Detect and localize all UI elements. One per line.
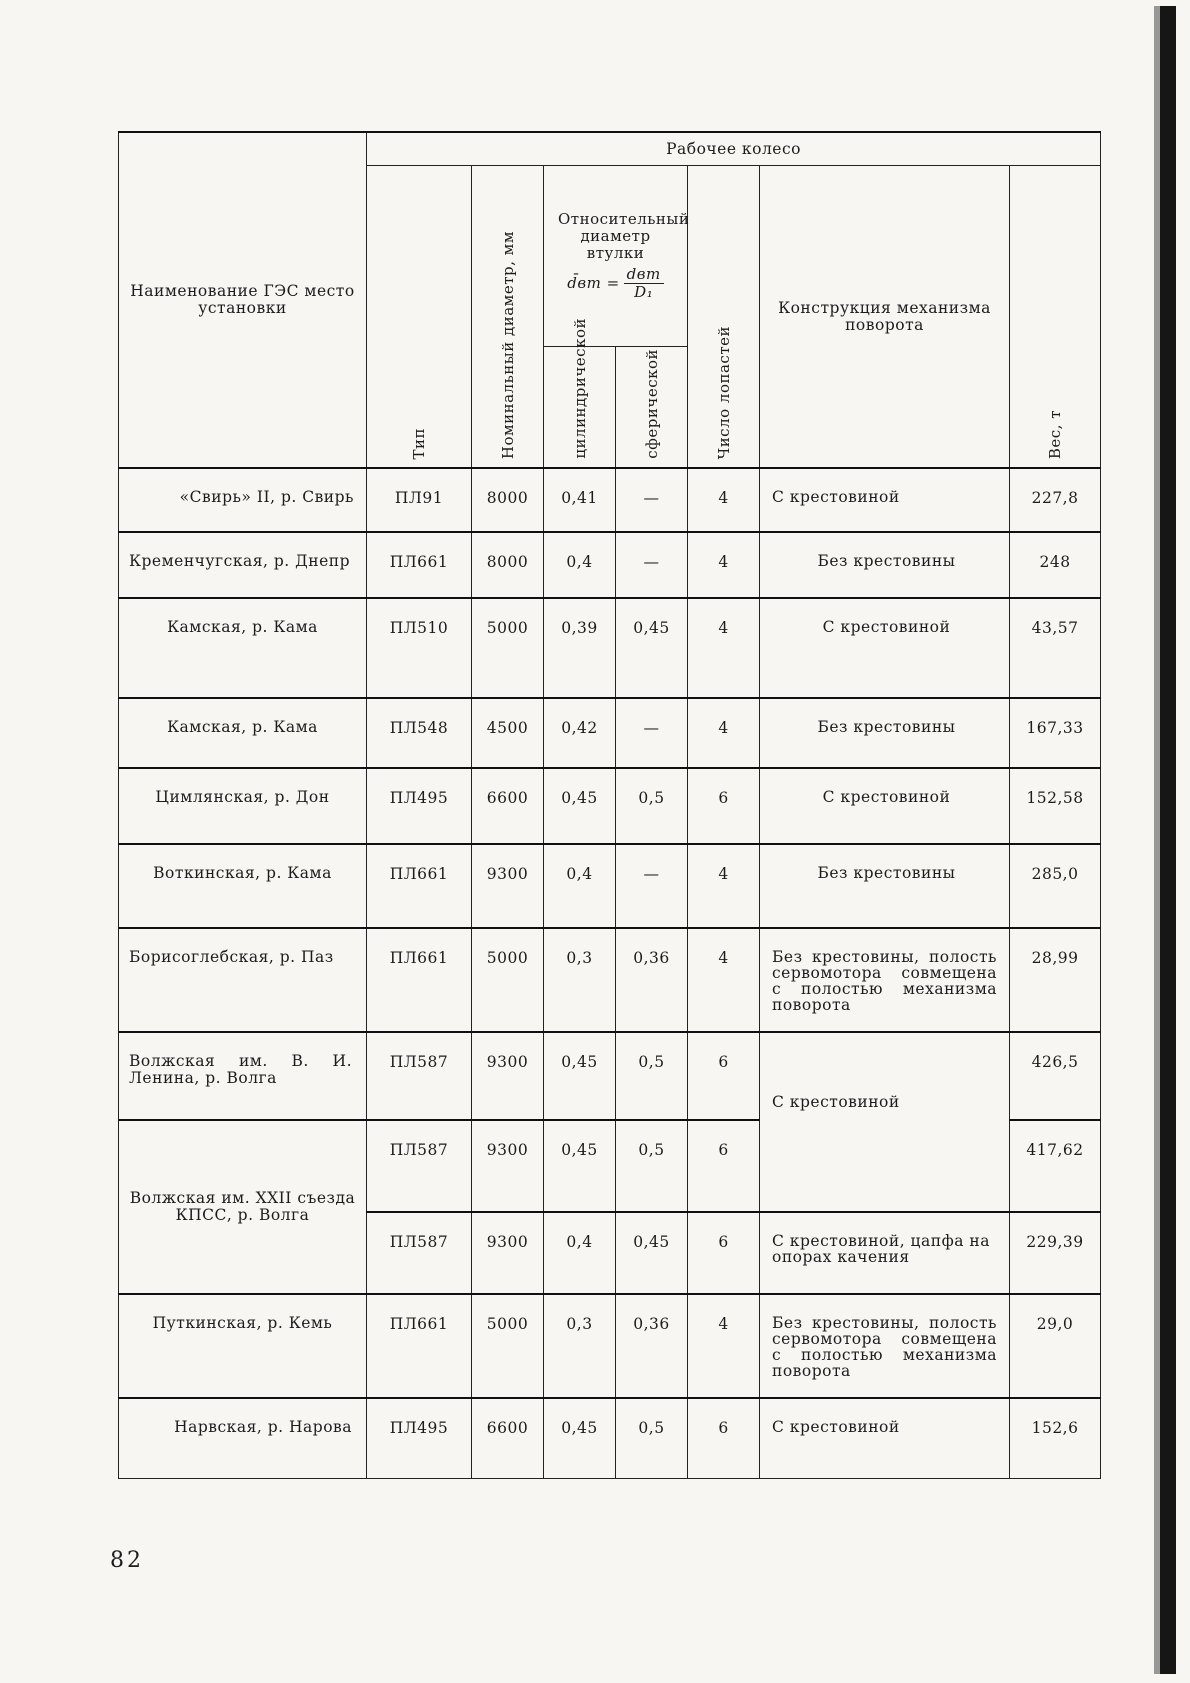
cell-diameter: 6600 <box>472 768 544 844</box>
cell-cylindrical: 0,4 <box>544 844 616 928</box>
cell-spherical: 0,36 <box>616 928 688 1032</box>
cell-weight: 417,62 <box>1010 1120 1101 1212</box>
cell-type: ПЛ495 <box>367 768 472 844</box>
cell-spherical: 0,45 <box>616 1212 688 1294</box>
cell-weight: 229,39 <box>1010 1212 1101 1294</box>
cell-diameter: 5000 <box>472 1294 544 1398</box>
cell-cylindrical: 0,45 <box>544 1398 616 1478</box>
header-blades: Число лопастей <box>688 166 760 469</box>
cell-mechanism: С крестовиной <box>760 598 1010 698</box>
cell-weight: 248 <box>1010 532 1101 598</box>
cell-mechanism: С крестовиной <box>760 1032 1010 1212</box>
cell-blades: 4 <box>688 928 760 1032</box>
header-weight: Вес, т <box>1010 166 1101 469</box>
cell-blades: 4 <box>688 1294 760 1398</box>
cell-cylindrical: 0,42 <box>544 698 616 768</box>
cell-type: ПЛ661 <box>367 844 472 928</box>
cell-type: ПЛ661 <box>367 1294 472 1398</box>
cell-spherical: 0,45 <box>616 598 688 698</box>
table-row <box>119 1032 1101 1120</box>
table-row <box>119 768 1101 844</box>
cell-diameter: 5000 <box>472 598 544 698</box>
table-row <box>119 532 1101 598</box>
cell-blades: 6 <box>688 1120 760 1212</box>
cell-mechanism: С крестовиной <box>760 768 1010 844</box>
cell-type: ПЛ587 <box>367 1212 472 1294</box>
cell-blades: 4 <box>688 698 760 768</box>
cell-cylindrical: 0,4 <box>544 532 616 598</box>
cell-type: ПЛ587 <box>367 1032 472 1120</box>
cell-cylindrical: 0,3 <box>544 928 616 1032</box>
station-name: Волжская им. XXII съезда КПСС, р. Волга <box>119 1120 367 1294</box>
cell-mechanism: Без крестовины, полость сервомотора совмещена с полостью механизма поворота <box>760 1294 1010 1398</box>
cell-mechanism: С крестовиной <box>760 1398 1010 1478</box>
table-row <box>119 844 1101 928</box>
cell-mechanism: Без крестовины, полость сервомотора совмещена с полостью механизма поворота <box>760 928 1010 1032</box>
rel-diameter-formula <box>567 266 663 301</box>
formula-fraction <box>624 266 664 301</box>
table-row <box>119 598 1101 698</box>
scan-edge-shadow <box>1160 6 1176 1674</box>
cell-spherical: — <box>616 468 688 532</box>
cell-spherical: 0,5 <box>616 768 688 844</box>
cell-mechanism: С крестовиной <box>760 468 1010 532</box>
cell-cylindrical: 0,39 <box>544 598 616 698</box>
cell-weight: 426,5 <box>1010 1032 1101 1120</box>
cell-diameter: 4500 <box>472 698 544 768</box>
table-row <box>119 1294 1101 1398</box>
header-rel-diameter <box>544 166 688 347</box>
cell-spherical: 0,5 <box>616 1398 688 1478</box>
cell-weight: 167,33 <box>1010 698 1101 768</box>
cell-type: ПЛ661 <box>367 532 472 598</box>
cell-spherical: — <box>616 844 688 928</box>
formula-num: dвт <box>624 266 664 284</box>
table-row <box>119 698 1101 768</box>
station-name: Кременчугская, р. Днепр <box>119 532 367 598</box>
cell-type: ПЛ587 <box>367 1120 472 1212</box>
header-spherical: сферической <box>616 347 688 469</box>
cell-type: ПЛ495 <box>367 1398 472 1478</box>
cell-type: ПЛ510 <box>367 598 472 698</box>
cell-mechanism: Без крестовины <box>760 698 1010 768</box>
station-name: Волжская им. В. И. Ленина, р. Волга <box>119 1032 367 1120</box>
header-station: Наименование ГЭС место установки <box>119 132 367 468</box>
cell-weight: 29,0 <box>1010 1294 1101 1398</box>
cell-mechanism: Без крестовины <box>760 532 1010 598</box>
table-row <box>119 928 1101 1032</box>
table-row <box>119 1398 1101 1478</box>
cell-cylindrical: 0,4 <box>544 1212 616 1294</box>
header-cylindrical: цилиндрической <box>544 347 616 469</box>
rel-diameter-label: Относительный диаметр втулки <box>558 210 690 262</box>
cell-weight: 152,6 <box>1010 1398 1101 1478</box>
cell-cylindrical: 0,3 <box>544 1294 616 1398</box>
cell-cylindrical: 0,45 <box>544 768 616 844</box>
turbine-table <box>118 131 1100 1479</box>
cell-diameter: 5000 <box>472 928 544 1032</box>
cell-spherical: 0,5 <box>616 1120 688 1212</box>
station-name: Цимлянская, р. Дон <box>119 768 367 844</box>
header-mechanism: Конструкция механизма поворота <box>760 166 1010 469</box>
cell-spherical: 0,5 <box>616 1032 688 1120</box>
station-name: Борисоглебская, р. Паз <box>119 928 367 1032</box>
cell-mechanism: С крестовиной, цапфа на опорах качения <box>760 1212 1010 1294</box>
cell-blades: 4 <box>688 532 760 598</box>
station-name: «Свирь» II, р. Свирь <box>119 468 367 532</box>
cell-mechanism: Без крестовины <box>760 844 1010 928</box>
station-name: Камская, р. Кама <box>119 598 367 698</box>
cell-diameter: 8000 <box>472 532 544 598</box>
station-name: Воткинская, р. Кама <box>119 844 367 928</box>
cell-type: ПЛ661 <box>367 928 472 1032</box>
formula-lhs: d̄вт = <box>567 274 620 292</box>
cell-diameter: 6600 <box>472 1398 544 1478</box>
cell-blades: 6 <box>688 768 760 844</box>
cell-spherical: — <box>616 698 688 768</box>
cell-weight: 28,99 <box>1010 928 1101 1032</box>
cell-type: ПЛ548 <box>367 698 472 768</box>
cell-blades: 6 <box>688 1212 760 1294</box>
cell-diameter: 8000 <box>472 468 544 532</box>
cell-blades: 6 <box>688 1398 760 1478</box>
cell-weight: 43,57 <box>1010 598 1101 698</box>
cell-blades: 4 <box>688 844 760 928</box>
cell-weight: 152,58 <box>1010 768 1101 844</box>
cell-cylindrical: 0,45 <box>544 1032 616 1120</box>
header-type: Тип <box>367 166 472 469</box>
cell-weight: 227,8 <box>1010 468 1101 532</box>
station-name: Камская, р. Кама <box>119 698 367 768</box>
cell-type: ПЛ91 <box>367 468 472 532</box>
cell-cylindrical: 0,45 <box>544 1120 616 1212</box>
header-wheel: Рабочее колесо <box>367 132 1101 166</box>
cell-diameter: 9300 <box>472 1032 544 1120</box>
cell-weight: 285,0 <box>1010 844 1101 928</box>
cell-diameter: 9300 <box>472 1212 544 1294</box>
formula-den: D₁ <box>634 283 654 301</box>
cell-diameter: 9300 <box>472 844 544 928</box>
cell-blades: 6 <box>688 1032 760 1120</box>
table-row <box>119 468 1101 532</box>
cell-spherical: 0,36 <box>616 1294 688 1398</box>
page-number: 82 <box>110 1548 144 1573</box>
cell-spherical: — <box>616 532 688 598</box>
station-name: Нарвская, р. Нарова <box>119 1398 367 1478</box>
cell-diameter: 9300 <box>472 1120 544 1212</box>
cell-blades: 4 <box>688 468 760 532</box>
cell-cylindrical: 0,41 <box>544 468 616 532</box>
station-name: Путкинская, р. Кемь <box>119 1294 367 1398</box>
cell-blades: 4 <box>688 598 760 698</box>
header-diameter: Номинальный диаметр, мм <box>472 166 544 469</box>
